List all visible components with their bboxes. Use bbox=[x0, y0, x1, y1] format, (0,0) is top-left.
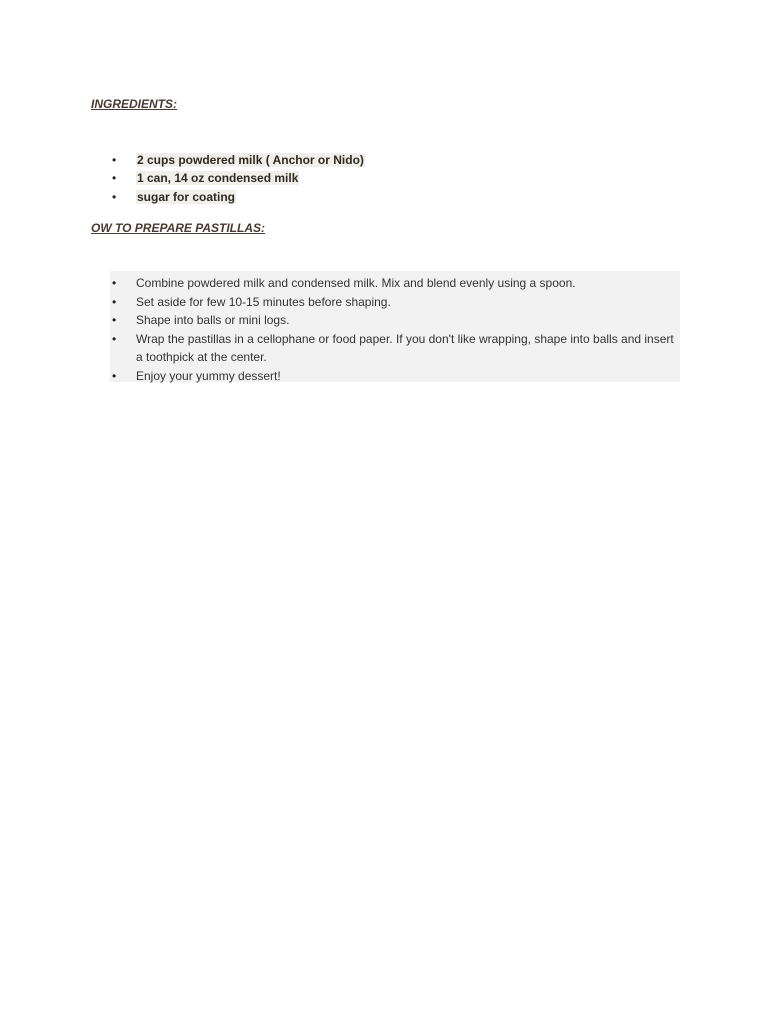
ingredients-list bbox=[112, 151, 365, 206]
step-item bbox=[112, 330, 678, 367]
step-text: Enjoy your yummy dessert! bbox=[136, 368, 281, 383]
ingredient-item bbox=[112, 169, 365, 187]
step-item bbox=[112, 311, 678, 330]
step-text: Shape into balls or mini logs. bbox=[136, 313, 290, 327]
ingredient-text: sugar for coating bbox=[137, 189, 236, 204]
step-text: Set aside for few 10-15 minutes before shaping. bbox=[136, 294, 391, 309]
step-text: Wrap the pastillas in a cellophane or food paper. If you don't like wrapping, shape into balls and insert a toothpick at the center. bbox=[136, 331, 674, 364]
ingredient-text: 1 can, 14 oz condensed milk bbox=[137, 171, 299, 186]
preparation-steps-list bbox=[112, 274, 678, 385]
ingredient-text: 2 cups powdered milk ( Anchor or Nido) bbox=[137, 153, 364, 167]
ingredients-heading: INGREDIENTS: bbox=[91, 97, 178, 111]
step-item bbox=[112, 367, 678, 386]
step-text: Combine powdered milk and condensed milk. Mix and blend evenly using a spoon. bbox=[136, 276, 576, 290]
step-item bbox=[112, 293, 678, 312]
preparation-heading: OW TO PREPARE PASTILLAS: bbox=[91, 221, 266, 235]
ingredient-item bbox=[112, 151, 365, 169]
ingredient-item bbox=[112, 188, 365, 206]
step-item bbox=[112, 274, 678, 293]
